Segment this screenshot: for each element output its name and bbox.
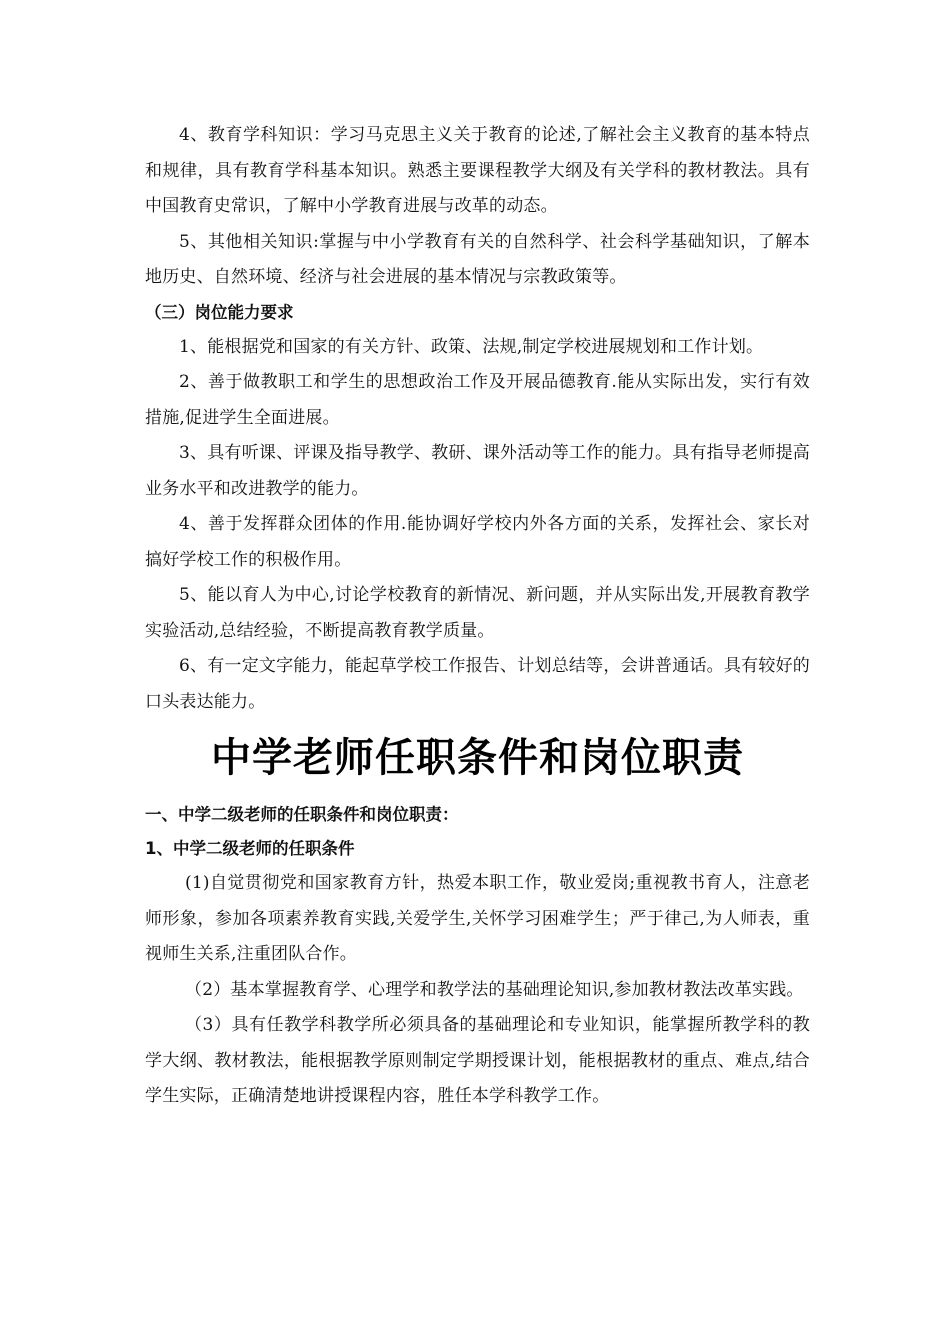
document-body	[145, 118, 810, 1115]
ability-item: 2、善于做教职工和学生的思想政治工作及开展品德教育.能从实际出发，实行有效措施,促进学生全面进展。	[145, 372, 810, 428]
ability-item: 3、具有听课、评课及指导教学、教研、课外活动等工作的能力。具有指导老师提高业务水平和改进教学的能力。	[145, 443, 810, 499]
main-title: 中学老师任职条件和岗位职责	[211, 735, 744, 781]
section-heading-ability: （三）岗位能力要求	[145, 302, 294, 322]
part-one-heading: 一、中学二级老师的任职条件和岗位职责：	[145, 805, 459, 824]
ability-item: 4、善于发挥群众团体的作用.能协调好学校内外各方面的关系，发挥社会、家长对搞好学校工作的积极作用。	[145, 514, 810, 570]
paragraph-other-knowledge: 5、其他相关知识:掌握与中小学教育有关的自然科学、社会科学基础知识，了解本地历史、自然环境、经济与社会进展的基本情况与宗教政策等。	[145, 231, 810, 287]
condition-item: （2）基本掌握教育学、心理学和教学法的基础理论知识,参加教材教法改革实践。	[185, 979, 804, 1000]
part-one-subheading: 1、中学二级老师的任职条件	[145, 839, 355, 858]
condition-item: （3）具有任教学科教学所必须具备的基础理论和专业知识，能掌握所教学科的教学大纲、教材教法，能根据教学原则制定学期授课计划，能根据教材的重点、难点,结合学生实际，正确清楚地讲授课程内容，胜任本学科教学工作。	[145, 1015, 810, 1106]
ability-item: 6、有一定文字能力，能起草学校工作报告、计划总结等，会讲普通话。具有较好的口头表达能力。	[145, 656, 810, 712]
paragraph-education-knowledge: 4、教育学科知识：学习马克思主义关于教育的论述,了解社会主义教育的基本特点和规律，具有教育学科基本知识。熟悉主要课程教学大纲及有关学科的教材教法。具有中国教育史常识，了解中小学教育进展与改革的动态。	[145, 125, 810, 216]
ability-item: 1、能根据党和国家的有关方针、政策、法规,制定学校进展规划和工作计划。	[179, 336, 764, 357]
ability-item: 5、能以育人为中心,讨论学校教育的新情况、新问题，并从实际出发,开展教育教学实验活动,总结经验，不断提高教育教学质量。	[145, 585, 810, 641]
condition-item: (1)自觉贯彻党和国家教育方针，热爱本职工作，敬业爱岗;重视教书育人，注意老师形象，参加各项素养教育实践,关爱学生,关怀学习困难学生；严于律己,为人师表，重视师生关系,注重团队合作。	[145, 873, 810, 964]
